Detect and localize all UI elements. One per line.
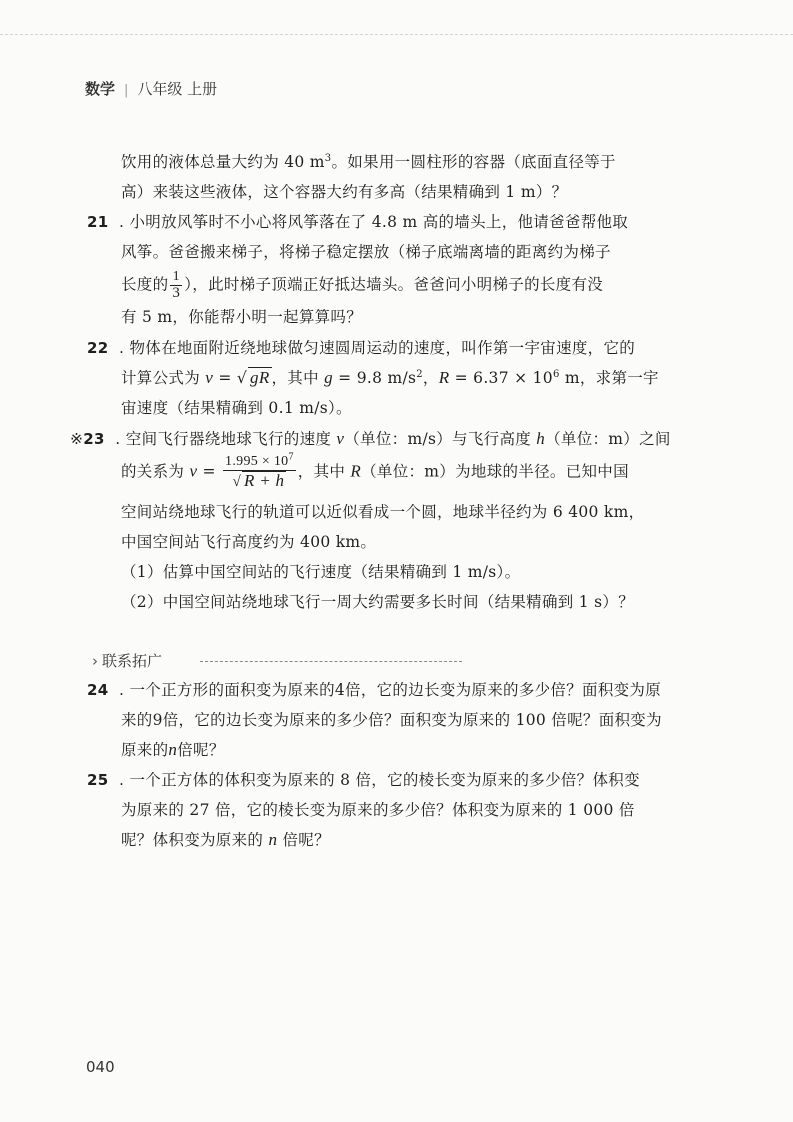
fraction-velocity-formula: $\frac{1.995 \times 10^7}{√ R + h}$: [225, 451, 294, 490]
problem-number: 21: [87, 213, 109, 231]
problem-23-line-2: 的关系为 v = $\frac{1.995 \times 10^7}{√ R + h}$ ，其中 R（单位：m）为地球的半径。已知中国: [121, 451, 629, 490]
problem-22-line-2: 计算公式为 v = √ gR ，其中 g = 9.8 $m/s^2$，$R = 6.37 \times 10^6$ m，求第一宇: [121, 368, 659, 387]
section-divider: [200, 661, 462, 662]
problem-22-line-3: 宙速度（结果精确到 0.1 m/s）。: [121, 399, 352, 417]
problem-23-line-1: ※23 . 空间飞行器绕地球飞行的速度 v（单位：m/s）与飞行高度 h（单位：m）之间: [70, 429, 671, 448]
problem-25-line-2: 为原来的 27 倍，它的棱长变为原来的多少倍？体积变为原来的 1 000 倍: [121, 801, 635, 819]
problem-number: 23: [83, 430, 105, 448]
problem-21-line-2: 风筝。爸爸搬来梯子，将梯子稳定摆放（梯子底端离墙的距离约为梯子: [121, 243, 611, 261]
problem-number: 25: [87, 771, 109, 789]
problem-20-line-2: 高）来装这些液体，这个容器大约有多高（结果精确到 1 m）？: [121, 183, 568, 201]
problem-number: 22: [87, 339, 109, 357]
optional-mark: ※: [70, 430, 84, 448]
problem-23-line-4: 中国空间站飞行高度约为 400 km。: [121, 533, 377, 551]
header-separator: |: [124, 83, 129, 98]
problem-21-line-1: 21 . 小明放风筝时不小心将风筝落在了 4.8 m 高的墙头上，他请爸爸帮他取: [87, 213, 629, 231]
header-grade: 八年级 上册: [137, 80, 218, 98]
problem-24-line-3: 原来的n倍呢？: [121, 740, 225, 759]
problem-21-line-3: 长度的 $\frac{1}{3}$ ），此时梯子顶端正好抵达墙头。爸爸问小明梯子的长度有没: [121, 269, 604, 301]
problem-21-line-4: 有 5 m，你能帮小明一起算算吗？: [121, 308, 363, 326]
problem-23-question-1: （1）估算中国空间站的飞行速度（结果精确到 1 m/s）。: [121, 563, 521, 581]
page-edge-line: [0, 34, 793, 35]
section-heading: [92, 650, 162, 671]
header-subject: 数学: [85, 80, 116, 98]
problem-number: 24: [87, 681, 109, 699]
problem-24-line-1: 24 . 一个正方形的面积变为原来的4倍，它的边长变为原来的多少倍？面积变为原: [87, 681, 662, 699]
problem-23-line-3: 空间站绕地球飞行的轨道可以近似看成一个圆，地球半径约为 6 400 km，: [121, 503, 645, 521]
chevron-right-icon: ›: [92, 652, 98, 670]
problem-22-line-1: 22 . 物体在地面附近绕地球做匀速圆周运动的速度，叫作第一宇宙速度，它的: [87, 339, 636, 357]
page-number: 040: [86, 1058, 115, 1076]
problem-23-question-2: （2）中国空间站绕地球飞行一周大约需要多长时间（结果精确到 1 s）？: [121, 593, 635, 611]
page-header: [85, 78, 217, 99]
problem-24-line-2: 来的9倍，它的边长变为原来的多少倍？面积变为原来的 100 倍呢？面积变为: [121, 711, 662, 729]
section-title: 联系拓广: [102, 652, 163, 670]
fraction-one-third: $\frac{1}{3}$: [172, 269, 181, 301]
problem-25-line-1: 25 . 一个正方体的体积变为原来的 8 倍，它的棱长变为原来的多少倍？体积变: [87, 771, 640, 789]
problem-20-line-1: 饮用的液体总量大约为 40 $m^3$。如果用一圆柱形的容器（底面直径等于: [121, 152, 616, 171]
problem-25-line-3: 呢？体积变为原来的 n 倍呢？: [121, 830, 330, 849]
